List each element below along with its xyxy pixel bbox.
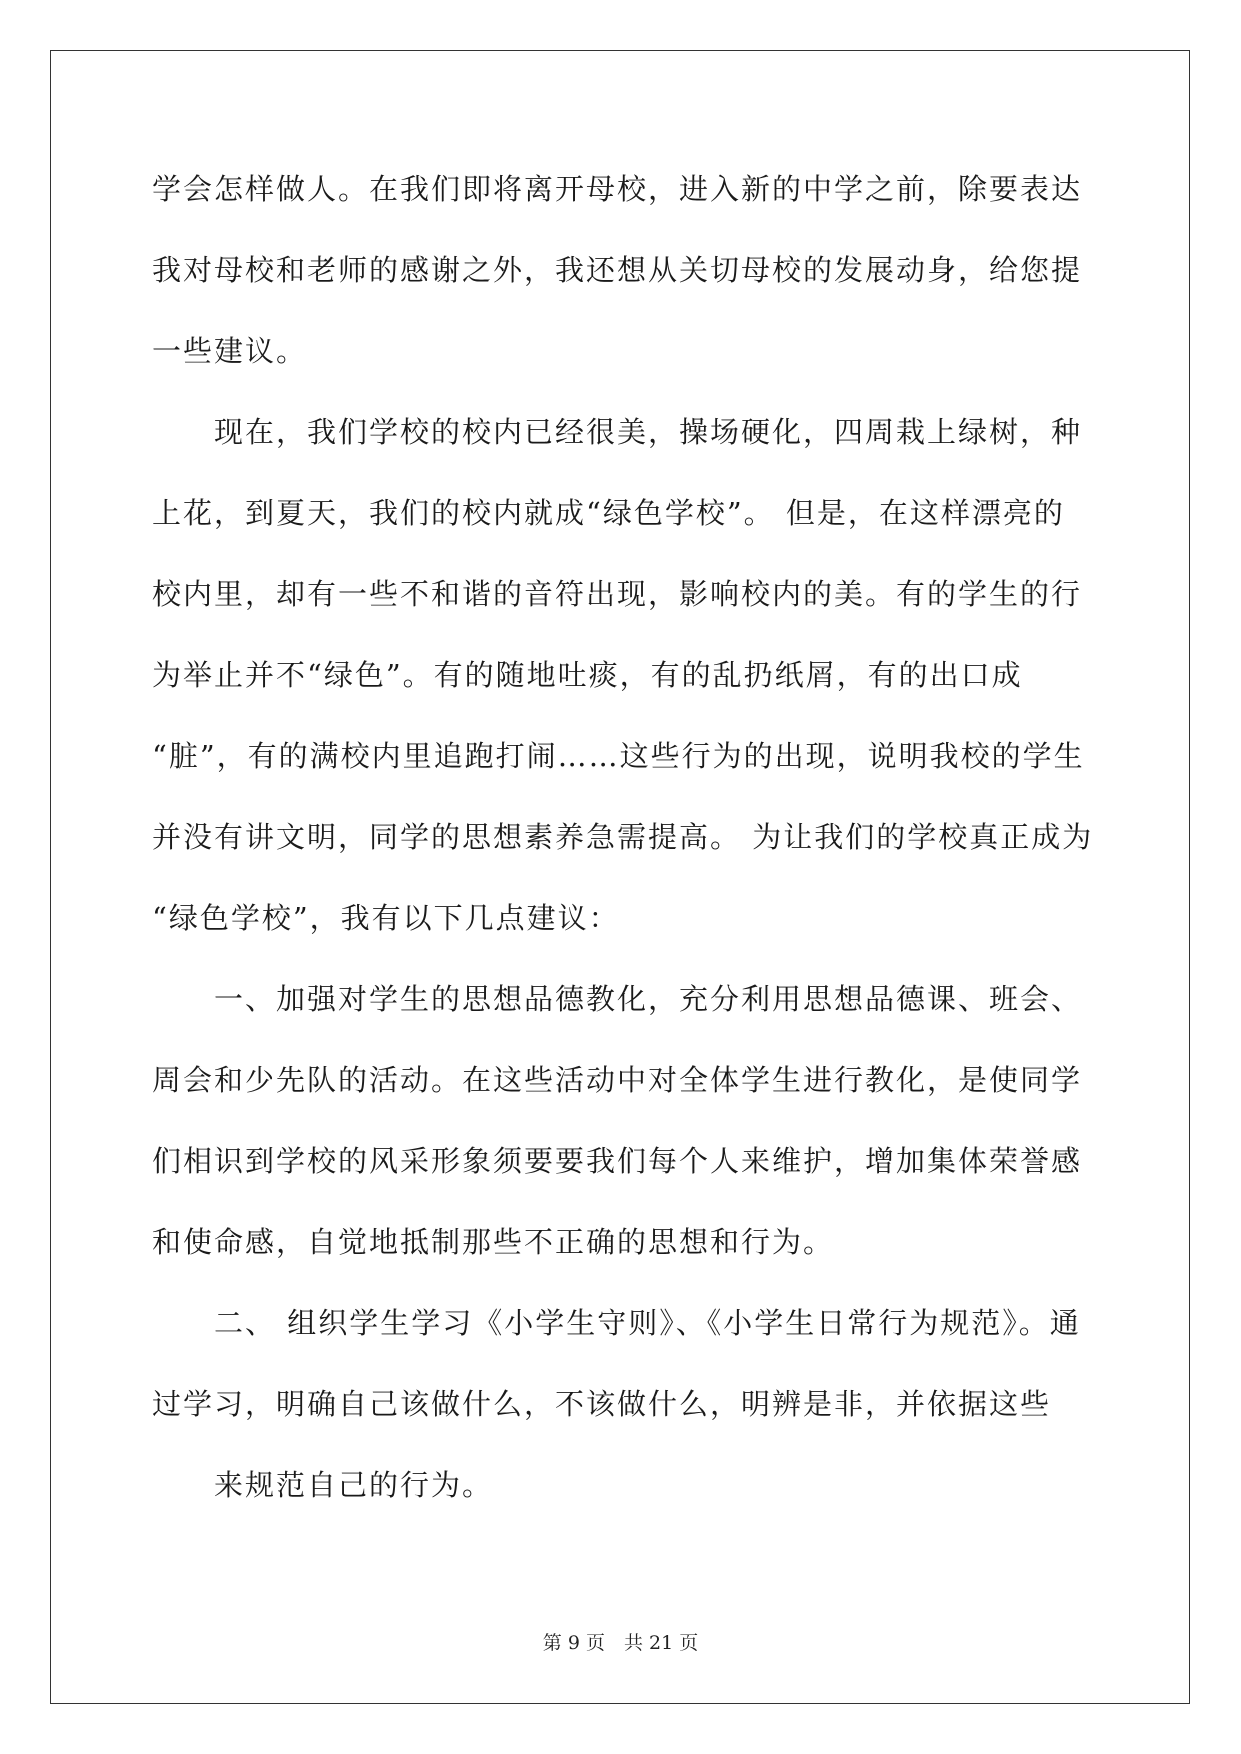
text-line: 我对母校和老师的感谢之外，我还想从关切母校的发展动身，给您提 <box>152 253 1083 287</box>
text-line: 现在，我们学校的校内已经很美，操场硬化，四周栽上绿树，种 <box>214 415 1083 449</box>
text-line: 为举止并不“绿色”。有的随地吐痰，有的乱扔纸屑，有的出口成 <box>152 658 1023 692</box>
text-line: “绿色学校”，我有以下几点建议： <box>152 901 620 935</box>
text-line: 并没有讲文明，同学的思想素养急需提高。 为让我们的学校真正成为 <box>152 820 1094 854</box>
text-line: 来规范自己的行为。 <box>214 1468 494 1502</box>
text-line: 周会和少先队的活动。在这些活动中对全体学生进行教化，是使同学 <box>152 1063 1083 1097</box>
text-line: “脏”，有的满校内里追跑打闹……这些行为的出现，说明我校的学生 <box>152 739 1085 773</box>
text-line: 学会怎样做人。在我们即将离开母校，进入新的中学之前，除要表达 <box>152 172 1083 206</box>
text-line: 二、 组织学生学习《小学生守则》、《小学生日常行为规范》。通 <box>214 1306 1081 1340</box>
text-line: 们相识到学校的风采形象须要要我们每个人来维护，增加集体荣誉感 <box>152 1144 1083 1178</box>
text-line: 过学习，明确自己该做什么，不该做什么，明辨是非，并依据这些 <box>152 1387 1052 1421</box>
document-body <box>152 165 1092 1542</box>
text-line: 一、加强对学生的思想品德教化，充分利用思想品德课、班会、 <box>214 982 1083 1016</box>
text-line: 和使命感，自觉地抵制那些不正确的思想和行为。 <box>152 1225 835 1259</box>
text-line: 上花，到夏天，我们的校内就成“绿色学校”。 但是，在这样漂亮的 <box>152 496 1065 530</box>
text-line: 一些建议。 <box>152 334 308 368</box>
text-line: 校内里，却有一些不和谐的音符出现，影响校内的美。有的学生的行 <box>152 577 1083 611</box>
page-number: 第 9 页 共 21 页 <box>542 1632 699 1654</box>
